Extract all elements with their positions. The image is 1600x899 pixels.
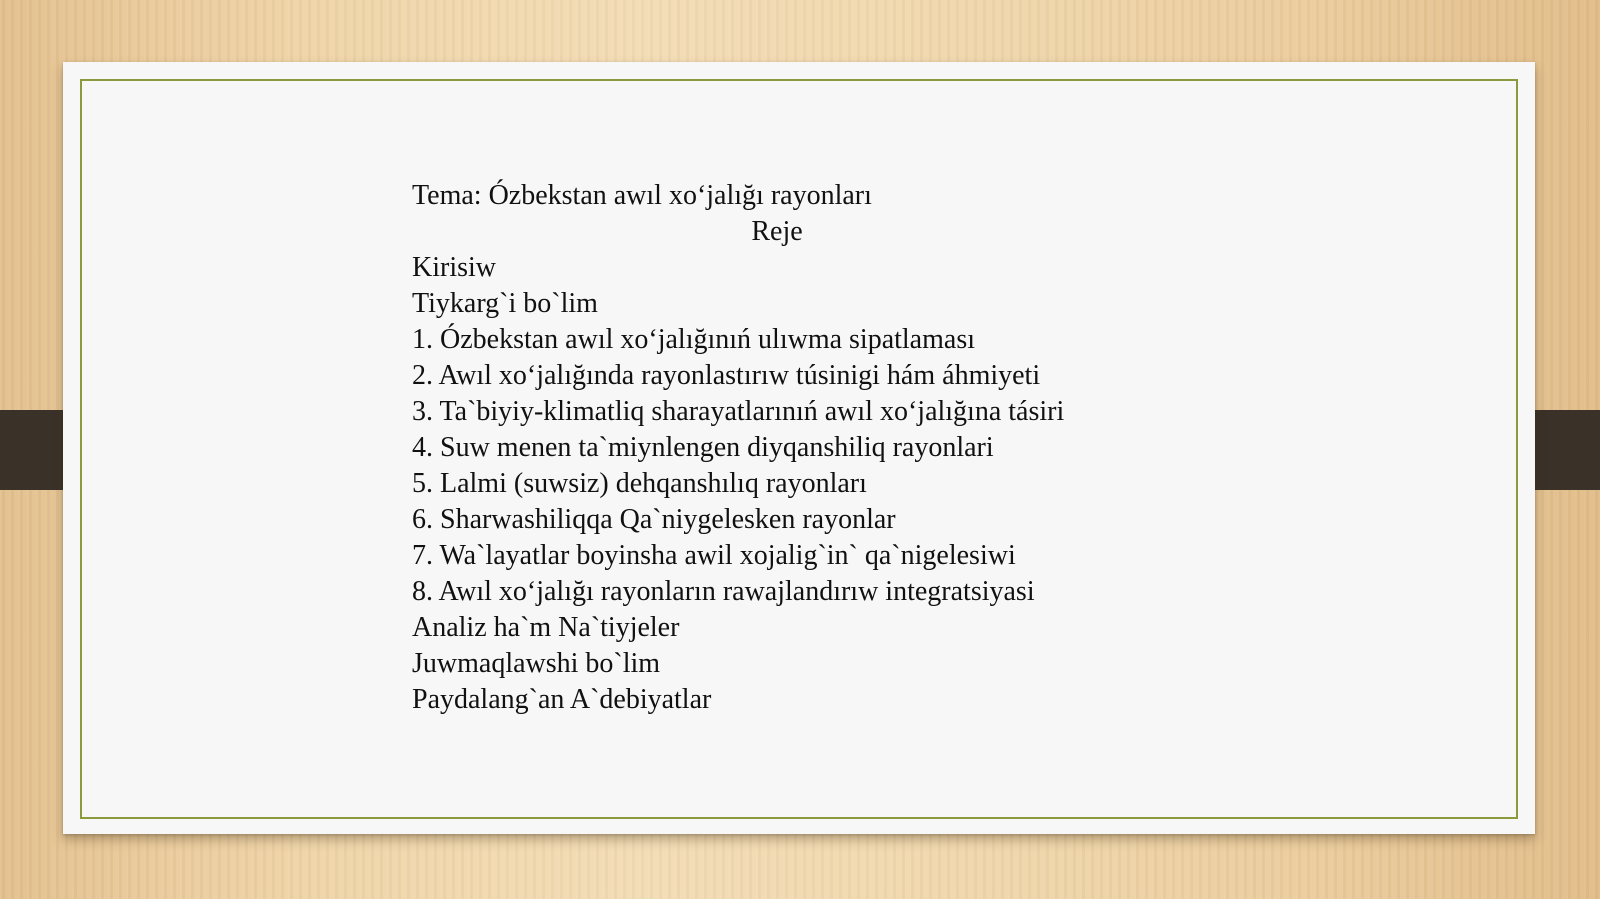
outline-item: 3. Ta`biyiy-klimatliq sharayatlarınıń awıl xo‘jalığına tásiri (412, 396, 1065, 427)
slide-subtitle: Reje (751, 216, 803, 247)
outline-item: Paydalang`an A`debiyatlar (412, 684, 712, 715)
outline-item: 5. Lalmi (suwsiz) dehqanshılıq rayonları (412, 468, 867, 499)
slide-title: Tema: Ózbekstan awıl xo‘jalığı rayonları (412, 180, 872, 211)
outline-item: Kirisiw (412, 252, 496, 283)
outline-item: 2. Awıl xo‘jalığında rayonlastırıw túsinigi hám áhmiyeti (412, 360, 1041, 391)
outline-item: Tiykarg`i bo`lim (412, 288, 598, 319)
outline-item: Juwmaqlawshi bo`lim (412, 648, 661, 679)
slide-content (412, 178, 1132, 718)
outline-item: 8. Awıl xo‘jalığı rayonların rawajlandırıw integratsiyasi (412, 576, 1035, 607)
outline-item: 6. Sharwashiliqqa Qa`niygelesken rayonlar (412, 504, 896, 535)
outline-item: Analiz ha`m Na`tiyjeler (412, 612, 680, 643)
outline-item: 7. Wa`layatlar boyinsha awil xojalig`in` qa`nigelesiwi (412, 540, 1016, 571)
outline-item: 4. Suw menen ta`miynlengen diyqanshiliq rayonlari (412, 432, 994, 463)
outline-item: 1. Ózbekstan awıl xo‘jalığınıń ulıwma sipatlaması (412, 324, 975, 355)
